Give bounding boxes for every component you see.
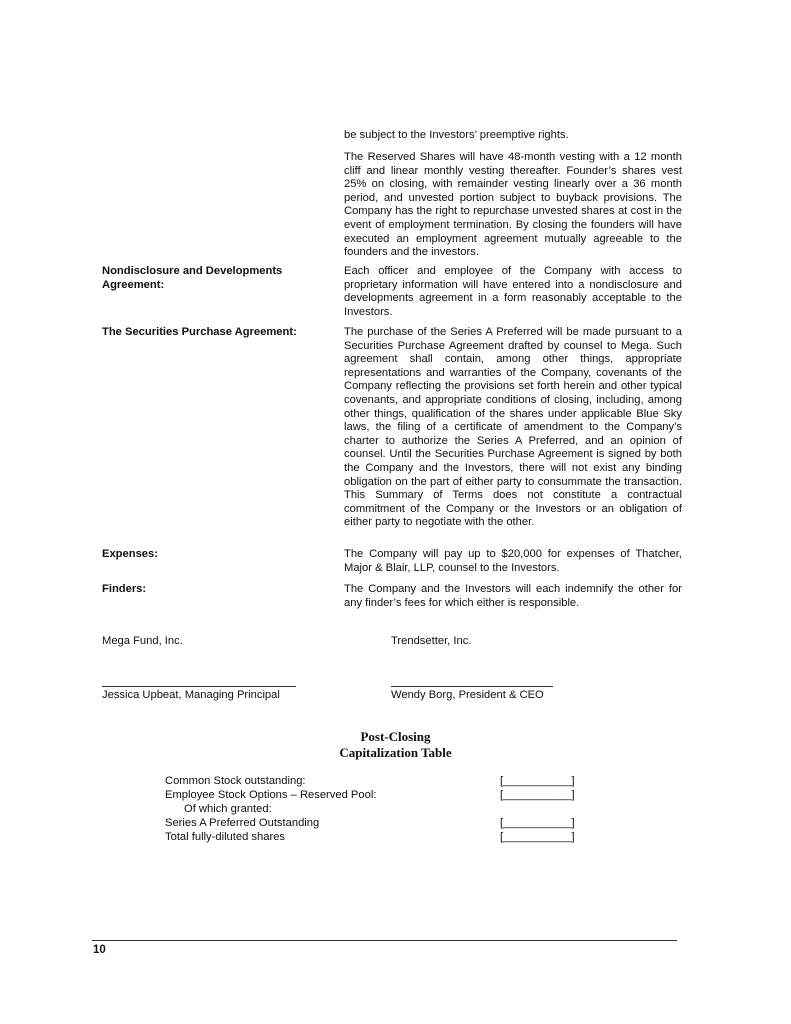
vesting-paragraph: The Reserved Shares will have 48-month vesting with a 12 month cliff and linear monthly vesting thereafter. Founder’s shares vest 25% on closing, with remainder vesting linearly over a 36 month period, and unvested portion subject to buyback provisions. The Company has the right to repurchase unvested shares at cost in the event of employment termination. By closing the founders will have executed an employment agreement mutually agreeable to the founders and the investors. — [344, 151, 682, 259]
expenses-text: The Company will pay up to $20,000 for expenses of Thatcher, Major & Blair, LLP, counsel to the Investors. — [344, 548, 682, 574]
right-signature-line — [391, 686, 553, 687]
cap-row-label: Common Stock outstanding: — [165, 775, 306, 787]
nondisclosure-label: Nondisclosure and Developments Agreement: — [102, 265, 283, 291]
preemptive-rights-text: be subject to the Investors’ preemptive rights. — [344, 129, 569, 141]
cap-row-label: Employee Stock Options – Reserved Pool: — [165, 789, 377, 801]
cap-row-value: [___________] — [500, 817, 575, 829]
cap-row-label: Total fully-diluted shares — [165, 831, 286, 843]
cap-table-title-line2: Capitalization Table — [339, 745, 452, 760]
cap-row-label: Series A Preferred Outstanding — [165, 817, 320, 829]
cap-row-value: [___________] — [500, 789, 575, 801]
nondisclosure-text: Each officer and employee of the Company with access to proprietary information will have entered into a nondisclosure and developments agreement in a form reasonably acceptable to the Investors. — [344, 265, 682, 318]
finders-text: The Company and the Investors will each indemnify the other for any finder’s fees for which either is responsible. — [344, 583, 682, 609]
cap-row-label: Of which granted: — [184, 803, 272, 815]
cap-row-value: [___________] — [500, 831, 575, 843]
left-signature-line — [102, 686, 296, 687]
right-signer: Wendy Borg, President & CEO — [391, 689, 544, 701]
cap-table-title-line1: Post-Closing — [360, 729, 431, 744]
expenses-label: Expenses: — [102, 548, 158, 560]
left-signer: Jessica Upbeat, Managing Principal — [102, 689, 280, 701]
securities-purchase-label: The Securities Purchase Agreement: — [102, 326, 297, 338]
finders-label: Finders: — [102, 583, 147, 595]
page-number: 10 — [93, 944, 106, 956]
left-company-name: Mega Fund, Inc. — [102, 635, 183, 647]
right-company-name: Trendsetter, Inc. — [391, 635, 472, 647]
cap-row-value: [___________] — [500, 775, 575, 787]
footer-divider — [92, 940, 677, 941]
securities-purchase-text: The purchase of the Series A Preferred will be made pursuant to a Securities Purchase Agreement drafted by counsel to Mega. Such agreement shall contain, among other things, appropriate representations and warranties of the Company, covenants of the Company reflecting the provisions set forth herein and other typical covenants, and appropriate conditions of closing, including, among other things, qualification of the shares under applicable Blue Sky laws, the filing of a certificate of amendment to the Company’s charter to authorize the Series A Preferred, and an opinion of counsel. Until the Securities Purchase Agreement is signed by both the Company and the Investors, there will not exist any binding obligation on the part of either party to consummate the transaction. This Summary of Terms does not constitute a contractual commitment of the Company or the Investors or an obligation of either party to negotiate with the other. — [344, 326, 682, 529]
